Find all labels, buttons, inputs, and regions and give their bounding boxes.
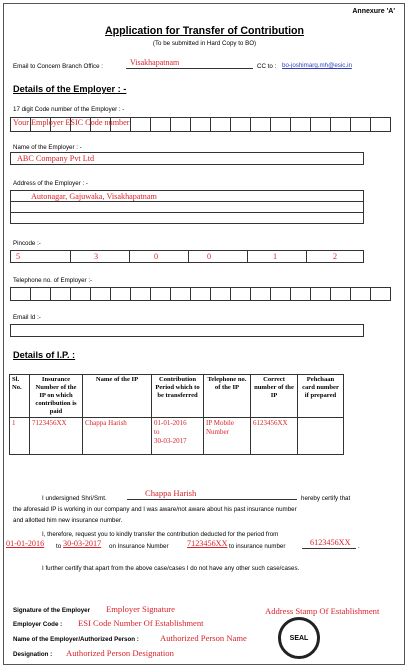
col-ip-name: Name of the IP <box>83 375 152 418</box>
request-new-number: 6123456XX <box>310 538 351 547</box>
decl-line3: and allotted him new insurance number. <box>13 517 123 524</box>
seal-stamp <box>278 617 320 659</box>
request-from-date[interactable]: 01-01-2016 <box>6 539 45 548</box>
cell-correct-number[interactable]: 6123456XX <box>251 418 298 455</box>
request-mid2: to insurance number <box>229 543 286 550</box>
email-id-label: Email Id :- <box>13 314 41 321</box>
cc-email-link[interactable]: bo-joshimarg.mh@esic.in <box>282 62 352 69</box>
branch-field[interactable] <box>126 58 253 69</box>
authorized-name-label: Name of the Employer/Authorized Person : <box>13 636 139 643</box>
seal-text: SEAL <box>289 634 309 642</box>
cell-period[interactable] <box>152 418 204 455</box>
cell-pehchaan[interactable] <box>298 418 344 455</box>
stamp-label: Address Stamp Of Establishment <box>265 606 380 616</box>
sig-label: Signature of the Employer <box>13 607 91 614</box>
period-from: 01-01-2016 <box>154 419 187 427</box>
pincode-digit-3: 0 <box>154 252 159 261</box>
pincode-label: Pincode :- <box>13 240 41 247</box>
request-to-date[interactable]: 30-03-2017 <box>63 539 102 548</box>
designation-label: Designation : <box>13 651 53 658</box>
request-mid: on Insurance Number <box>109 543 169 550</box>
request-line1: I, therefore, request you to kindly transfer the contribution deducted for the period from <box>42 531 279 538</box>
decl-line2: the aforesaid IP is working in our company and I was aware/not aware about his past insurance number <box>13 506 297 513</box>
address-value: Autonagar, Gajuwaka, Visakhapatnam <box>31 192 157 201</box>
cc-label: CC to : <box>257 63 277 70</box>
employer-name-field[interactable] <box>10 152 364 165</box>
cell-sl[interactable]: 1 <box>10 418 30 455</box>
decl-name-field[interactable] <box>127 489 297 500</box>
decl-prefix: I undersigned Shri/Smt. <box>42 495 107 502</box>
sig-value[interactable]: Employer Signature <box>106 604 175 614</box>
address-label: Address of the Employer : - <box>13 180 88 187</box>
pincode-digit-2: 3 <box>94 252 99 261</box>
ip-heading: Details of I.P. : <box>13 350 76 360</box>
further-certify: I further certify that apart from the above case/cases I do not have any other such case/cases. <box>42 565 300 572</box>
period-to: 30-03-2017 <box>154 437 187 445</box>
request-new-number-field[interactable] <box>302 538 356 549</box>
col-telephone: Telephone no. of the IP <box>204 375 251 418</box>
request-to-word: to <box>56 543 62 550</box>
cell-telephone[interactable]: IP Mobile Number <box>204 418 251 455</box>
table-row <box>10 418 344 455</box>
telephone-label: Telephone no. of Employer :- <box>13 277 93 284</box>
email-to-label: Email to Concern Branch Office : <box>13 63 103 70</box>
col-insurance-number: Insurance Number of the IP on which contribution is paid <box>30 375 83 418</box>
ip-table-header <box>10 375 344 418</box>
ip-details-table <box>9 374 344 455</box>
pincode-digit-1: 5 <box>16 252 21 261</box>
address-field-line3[interactable] <box>10 212 364 224</box>
pincode-digit-6: 2 <box>333 252 338 261</box>
employer-name-value: ABC Company Pvt Ltd <box>17 154 95 163</box>
pincode-field[interactable] <box>10 250 364 263</box>
form-subtitle: (To be submitted in Hard Copy to BO) <box>152 40 257 47</box>
col-pehchaan: Pehchaan card number if prepared <box>298 375 344 418</box>
employer-name-label: Name of the Employer : - <box>13 144 82 151</box>
decl-name-value: Chappa Harish <box>145 488 197 498</box>
request-insurance-number[interactable]: 7123456XX <box>187 539 228 548</box>
pincode-digit-5: 1 <box>273 252 278 261</box>
col-correct-number: Correct number of the IP <box>251 375 298 418</box>
request-period: . <box>358 543 360 550</box>
col-sl-no: Sl. No. <box>10 375 30 418</box>
cell-insurance[interactable]: 7123456XX <box>30 418 83 455</box>
form-title: Application for Transfer of Contribution <box>105 25 304 37</box>
employer-code-sig-value[interactable]: ESI Code Number Of Establishment <box>78 618 204 628</box>
annexure-label: Annexure 'A' <box>352 8 395 15</box>
col-contribution-period: Contribution Period which to be transferred <box>152 375 204 418</box>
decl-suffix: hereby certify that <box>301 495 351 502</box>
telephone-boxes[interactable] <box>10 287 391 301</box>
code-label: 17 digit Code number of the Employer : - <box>13 106 125 113</box>
email-id-field[interactable] <box>10 324 364 337</box>
authorized-name-value[interactable]: Authorized Person Name <box>160 633 247 643</box>
pincode-digit-4: 0 <box>207 252 212 261</box>
branch-value: Visakhapatnam <box>130 58 180 67</box>
employer-code-label: Employer Code : <box>13 621 63 628</box>
employer-code-value: Your Employer ESIC Code number <box>13 118 130 127</box>
period-to-word: to <box>154 428 160 436</box>
designation-value[interactable]: Authorized Person Designation <box>66 648 174 658</box>
cell-ip-name[interactable]: Chappa Harish <box>83 418 152 455</box>
employer-heading: Details of the Employer : - <box>13 84 127 94</box>
